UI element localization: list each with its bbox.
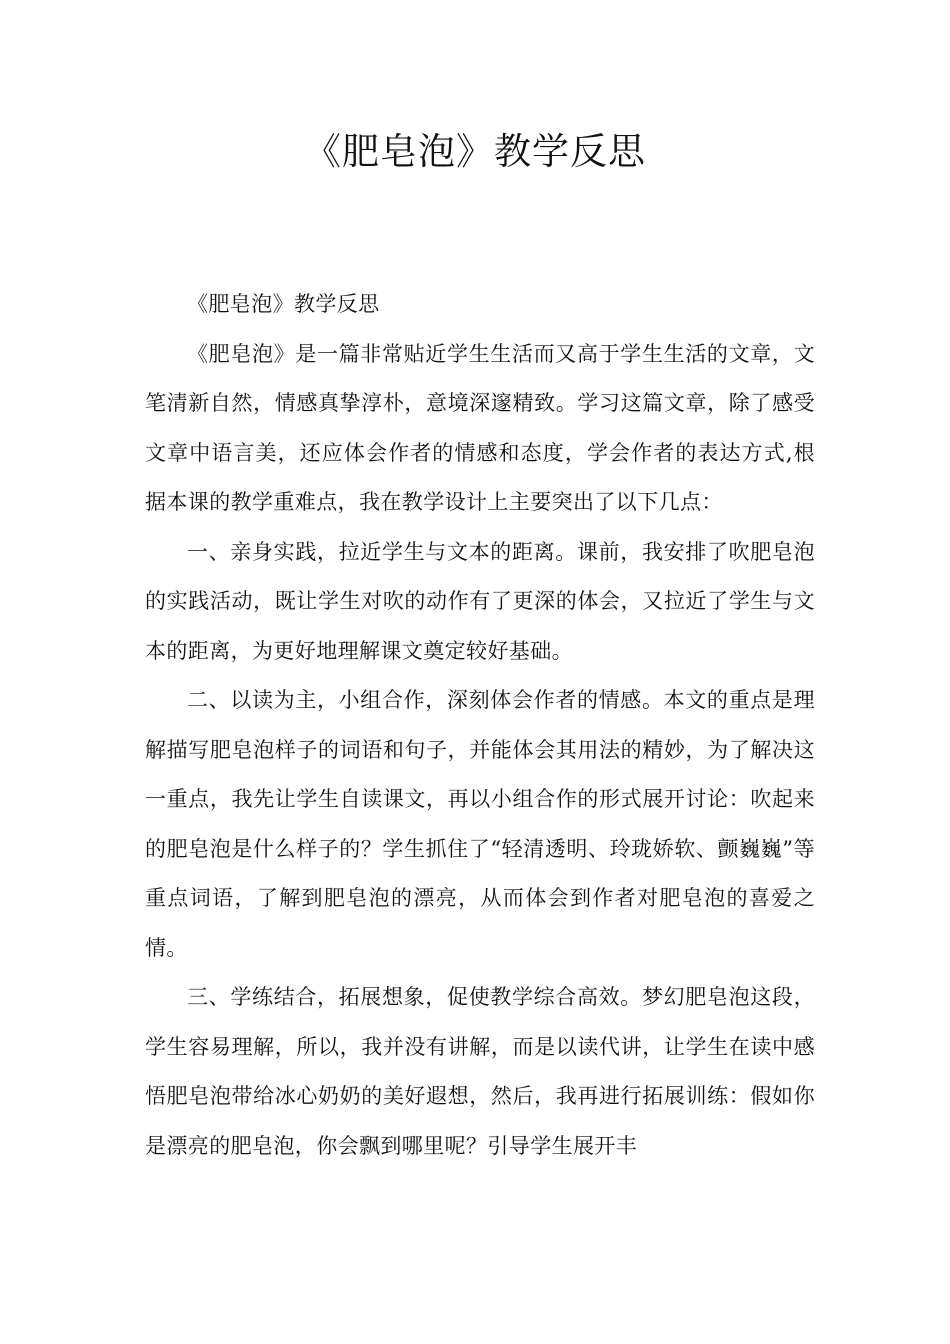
paragraph-intro: 《肥皂泡》是一篇非常贴近学生生活而又高于学生生活的文章，文笔清新自然，情感真挚淳朴，意境深邃精致。学习这篇文章，除了感受文章中语言美，还应体会作者的情感和态度，学会作者的表达方式,根据本课的教学重难点，我在教学设计上主要突出了以下几点： [145,341,815,514]
document-title: 《肥皂泡》教学反思 [304,130,646,173]
document-body [145,280,815,1171]
paragraph-subtitle: 《肥皂泡》教学反思 [187,292,380,316]
paragraph-point-three: 三、学练结合，拓展想象，促使教学综合高效。梦幻肥皂泡这段，学生容易理解，所以，我并没有讲解，而是以读代讲，让学生在读中感悟肥皂泡带给冰心奶奶的美好遐想，然后，我再进行拓展训练：假如你是漂亮的肥皂泡，你会飘到哪里呢？引导学生展开丰 [145,985,815,1158]
paragraph-point-one: 一、亲身实践，拉近学生与文本的距离。课前，我安排了吹肥皂泡的实践活动，既让学生对吹的动作有了更深的体会，又拉近了学生与文本的距离，为更好地理解课文奠定较好基础。 [145,539,815,663]
paragraph-point-two: 二、以读为主，小组合作，深刻体会作者的情感。本文的重点是理解描写肥皂泡样子的词语和句子，并能体会其用法的精妙，为了解决这一重点，我先让学生自读课文，再以小组合作的形式展开讨论：吹起来的肥皂泡是什么样子的？学生抓住了“轻清透明、玲珑娇软、颤巍巍”等重点词语，了解到肥皂泡的漂亮，从而体会到作者对肥皂泡的喜爱之情。 [145,688,815,960]
